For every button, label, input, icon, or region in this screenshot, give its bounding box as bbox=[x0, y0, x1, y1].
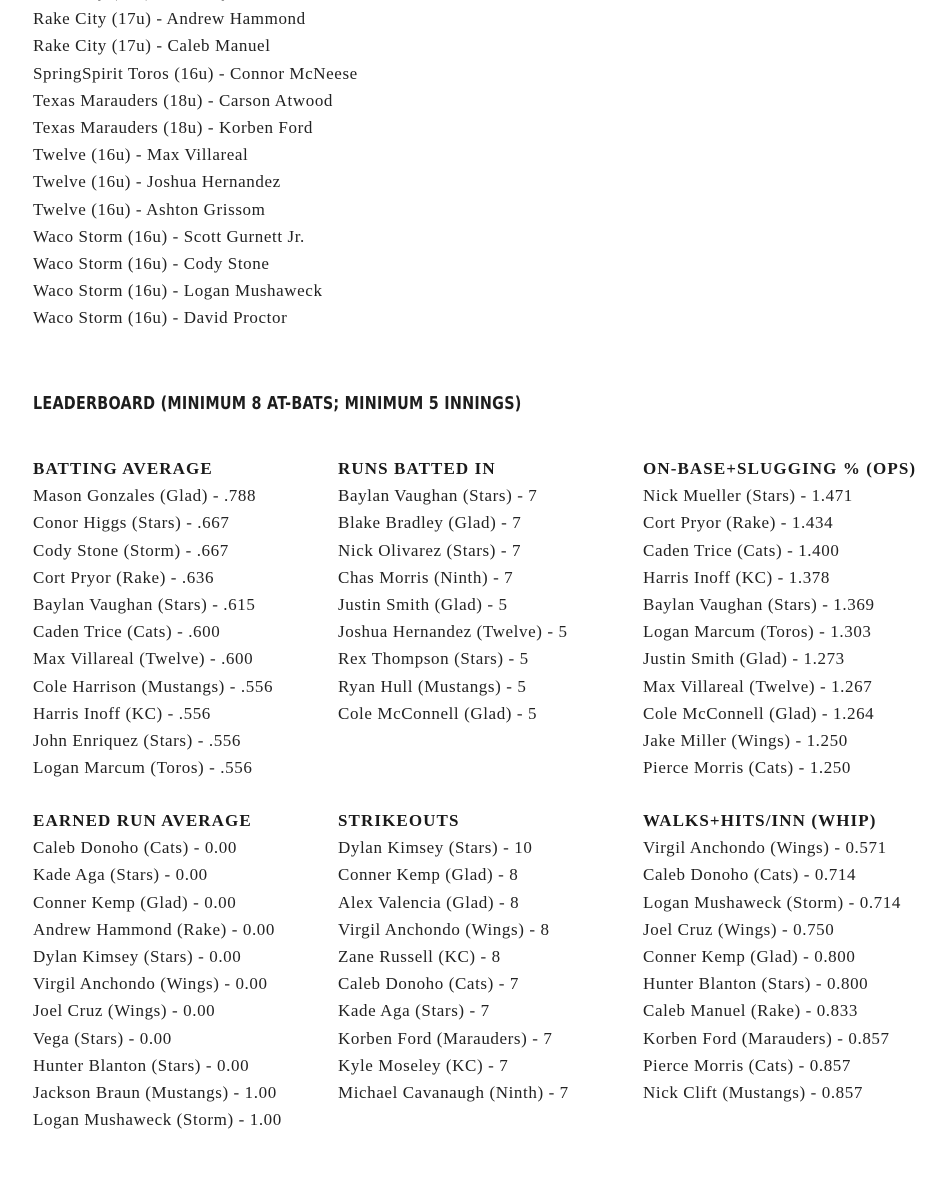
roster-item: Twelve (16u) - Ashton Grissom bbox=[33, 199, 266, 219]
list-item: Conner Kemp (Glad) - 0.00 bbox=[33, 892, 237, 912]
list-item: Michael Cavanaugh (Ninth) - 7 bbox=[338, 1083, 569, 1103]
list-item: Justin Smith (Glad) - 5 bbox=[338, 595, 508, 614]
list-item: Cole Harrison (Mustangs) - .556 bbox=[33, 676, 274, 696]
list-item: Korben Ford (Marauders) - 0.857 bbox=[643, 1028, 890, 1048]
list-item: Caden Trice (Cats) - .600 bbox=[33, 622, 221, 642]
batting-average-section bbox=[33, 455, 333, 781]
list-item: Caleb Manuel (Rake) - 0.833 bbox=[643, 1001, 858, 1021]
list-item: Harris Inoff (KC) - 1.378 bbox=[643, 567, 831, 587]
list-item: Caden Trice (Cats) - 1.400 bbox=[643, 540, 840, 560]
whip-section bbox=[643, 807, 913, 1106]
list-item: Caleb Donoho (Cats) - 7 bbox=[338, 974, 519, 994]
list-item: Logan Marcum (Toros) - 1.303 bbox=[643, 622, 872, 642]
rbi-list bbox=[338, 482, 638, 727]
roster-list bbox=[33, 0, 358, 331]
roster-item: Rake City (17u) - Caleb Manuel bbox=[33, 36, 271, 56]
roster-item: SpringSpirit Toros (16u) - Connor McNeese bbox=[33, 63, 358, 83]
list-item: Caleb Donoho (Cats) - 0.00 bbox=[33, 838, 237, 858]
list-item: Max Villareal (Twelve) - .600 bbox=[33, 649, 254, 669]
list-item: Harris Inoff (KC) - .556 bbox=[33, 703, 211, 723]
strikeouts-title: STRIKEOUTS bbox=[338, 811, 460, 830]
strikeouts-section bbox=[338, 807, 638, 1106]
list-item: John Enriquez (Stars) - .556 bbox=[33, 731, 242, 751]
roster-item: Waco Storm (16u) - Scott Gurnett Jr. bbox=[33, 226, 305, 246]
batting-average-title: BATTING AVERAGE bbox=[33, 459, 213, 478]
list-item: Baylan Vaughan (Stars) - .615 bbox=[33, 595, 256, 614]
list-item: Alex Valencia (Glad) - 8 bbox=[338, 892, 520, 912]
list-item: Virgil Anchondo (Wings) - 0.00 bbox=[33, 974, 268, 994]
list-item: Hunter Blanton (Stars) - 0.00 bbox=[33, 1055, 250, 1075]
list-item: Jackson Braun (Mustangs) - 1.00 bbox=[33, 1083, 277, 1103]
roster-item: Rake City (17u) - Andrew Hammond bbox=[33, 9, 306, 29]
era-list bbox=[33, 834, 293, 1133]
list-item: Nick Mueller (Stars) - 1.471 bbox=[643, 486, 853, 506]
list-item: Justin Smith (Glad) - 1.273 bbox=[643, 649, 845, 669]
list-item: Cort Pryor (Rake) - 1.434 bbox=[643, 513, 834, 533]
ops-section bbox=[643, 455, 943, 781]
roster-item: Texas Marauders (18u) - Carson Atwood bbox=[33, 90, 334, 110]
list-item: Hunter Blanton (Stars) - 0.800 bbox=[643, 974, 869, 994]
list-item: Conor Higgs (Stars) - .667 bbox=[33, 513, 230, 533]
rbi-section bbox=[338, 455, 638, 727]
list-item: Korben Ford (Marauders) - 7 bbox=[338, 1028, 553, 1048]
list-item: Cody Stone (Storm) - .667 bbox=[33, 540, 229, 560]
roster-item: Waco Storm (16u) - Logan Mushaweck bbox=[33, 281, 323, 301]
list-item: Mason Gonzales (Glad) - .788 bbox=[33, 486, 257, 506]
list-item: Conner Kemp (Glad) - 0.800 bbox=[643, 947, 856, 966]
list-item: Dylan Kimsey (Stars) - 10 bbox=[338, 838, 533, 858]
list-item: Logan Mushaweck (Storm) - 1.00 bbox=[33, 1110, 282, 1130]
roster-item: Waco Storm (16u) - Cody Stone bbox=[33, 253, 270, 273]
list-item: Baylan Vaughan (Stars) - 7 bbox=[338, 486, 538, 506]
roster-item: Twelve (16u) - Joshua Hernandez bbox=[33, 172, 281, 192]
list-item: Pierce Morris (Cats) - 1.250 bbox=[643, 758, 852, 778]
list-item: Kade Aga (Stars) - 0.00 bbox=[33, 865, 208, 885]
ops-title: ON-BASE+SLUGGING % (OPS) bbox=[643, 459, 917, 478]
list-item: Zane Russell (KC) - 8 bbox=[338, 947, 501, 966]
list-item: Pierce Morris (Cats) - 0.857 bbox=[643, 1055, 852, 1075]
ops-list bbox=[643, 482, 943, 781]
list-item: Rex Thompson (Stars) - 5 bbox=[338, 649, 529, 669]
list-item: Andrew Hammond (Rake) - 0.00 bbox=[33, 919, 275, 939]
list-item: Dylan Kimsey (Stars) - 0.00 bbox=[33, 947, 242, 966]
list-item: Chas Morris (Ninth) - 7 bbox=[338, 567, 514, 587]
list-item: Cort Pryor (Rake) - .636 bbox=[33, 567, 215, 587]
batting-average-list bbox=[33, 482, 333, 781]
list-item: Caleb Donoho (Cats) - 0.714 bbox=[643, 865, 857, 885]
whip-title: WALKS+HITS/INN (WHIP) bbox=[643, 811, 877, 830]
list-item: Nick Olivarez (Stars) - 7 bbox=[338, 540, 522, 560]
list-item: Joshua Hernandez (Twelve) - 5 bbox=[338, 622, 568, 642]
list-item: Baylan Vaughan (Stars) - 1.369 bbox=[643, 595, 875, 614]
list-item: Logan Mushaweck (Storm) - 0.714 bbox=[643, 892, 901, 912]
list-item: Nick Clift (Mustangs) - 0.857 bbox=[643, 1083, 863, 1103]
list-item: Kyle Moseley (KC) - 7 bbox=[338, 1055, 509, 1075]
list-item: Kade Aga (Stars) - 7 bbox=[338, 1001, 490, 1021]
list-item: Logan Marcum (Toros) - .556 bbox=[33, 758, 253, 778]
roster-item: Twelve (16u) - Max Villareal bbox=[33, 145, 249, 165]
list-item: Cole McConnell (Glad) - 1.264 bbox=[643, 703, 875, 723]
list-item: Virgil Anchondo (Wings) - 0.571 bbox=[643, 838, 887, 858]
list-item: Vega (Stars) - 0.00 bbox=[33, 1028, 172, 1048]
whip-list bbox=[643, 834, 913, 1106]
list-item: Joel Cruz (Wings) - 0.00 bbox=[33, 1001, 216, 1021]
era-section bbox=[33, 807, 293, 1133]
list-item: Conner Kemp (Glad) - 8 bbox=[338, 865, 519, 885]
list-item: Max Villareal (Twelve) - 1.267 bbox=[643, 676, 873, 696]
list-item: Cole McConnell (Glad) - 5 bbox=[338, 703, 538, 723]
roster-item: Texas Marauders (18u) - Korben Ford bbox=[33, 117, 313, 137]
list-item: Joel Cruz (Wings) - 0.750 bbox=[643, 919, 835, 939]
rbi-title: RUNS BATTED IN bbox=[338, 459, 496, 478]
list-item: Blake Bradley (Glad) - 7 bbox=[338, 513, 522, 533]
era-title: EARNED RUN AVERAGE bbox=[33, 811, 252, 830]
list-item: Virgil Anchondo (Wings) - 8 bbox=[338, 919, 550, 939]
roster-item: Waco Storm (16u) - David Proctor bbox=[33, 308, 288, 328]
list-item: Ryan Hull (Mustangs) - 5 bbox=[338, 676, 527, 696]
strikeouts-list bbox=[338, 834, 638, 1106]
list-item: Jake Miller (Wings) - 1.250 bbox=[643, 731, 848, 751]
leaderboard-heading: LEADERBOARD (MINIMUM 8 AT-BATS; MINIMUM 5 INNINGS) bbox=[33, 394, 522, 414]
